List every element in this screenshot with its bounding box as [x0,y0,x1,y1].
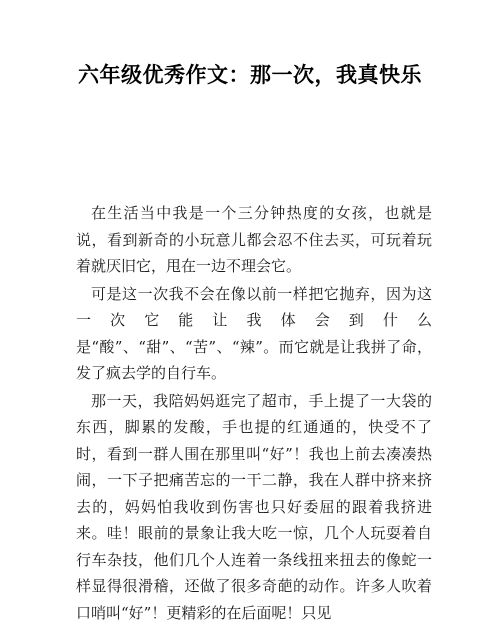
paragraph-1: 在生活当中我是一个三分钟热度的女孩，也就是说，看到新奇的小玩意儿都会忍不住去买，可玩着玩着就厌旧它，甩在一边不理会它。 [76,204,432,275]
paragraph-2: 可是这一次我不会在像以前一样把它抛弃，因为这一次它能让我体会到什么是“酸”、“甜”、“苦”、“辣”。而它就是让我拼了命，发了疯去学的自行车。 [76,284,432,382]
document-body [76,200,432,627]
paragraph-3: 那一天，我陪妈妈逛完了超市，手上提了一大袋的东西，脚累的发酸，手也提的红通通的，快受不了时，看到一群人围在那里叫“好”！我也上前去凑凑热闹，一下子把痛苦忘的一干二静，我在人群中挤来挤去的，妈妈怕我收到伤害也只好委屈的跟着我挤进来。哇！眼前的景象让我大吃一惊，几个人玩耍着自行车杂技，他们几个人连着一条线扭来扭去的像蛇一样显得很滑稽，还做了很多奇葩的动作。许多人吹着口哨叫“好”！更精彩的在后面呢！只见 [76,391,432,622]
document-title: 六年级优秀作文：那一次，我真快乐 [78,62,422,87]
